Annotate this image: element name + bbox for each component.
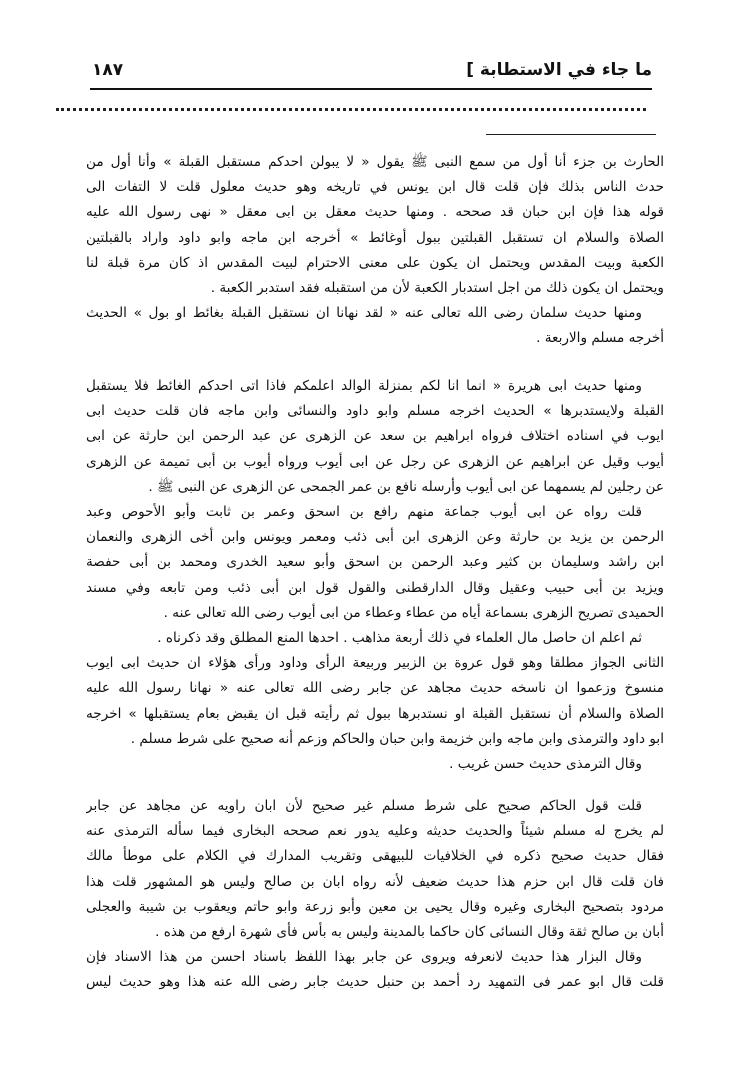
text-line: ابن راشد وسليمان بن كثير وعبد الرحمن بن اسحق وأبو سعيد الخدرى ومحمد بن أبى حفصة: [86, 554, 664, 571]
text-line: فقال حديث صحيح ذكره في الخلافيات للبيهقى وتقريب المدارك في الكلام على موطأ مالك: [86, 848, 664, 865]
text-line: حدث الناس بذلك فإن قلت قال ابن يونس في تاريخه وهو حديث معلول قلت لا التفات الى: [86, 179, 664, 196]
text-line: أخرجه مسلم والاربعة .: [536, 330, 664, 347]
text-line: الثانى الجواز مطلقا وهو قول عروة بن الزبير وربيعة الرأى وداود ورأى هؤلاء ان حديث ابى ايوب: [86, 655, 664, 672]
text-line: قلت قال ابو عمر فى التمهيد رد أحمد بن حنبل حديث جابر رضى الله عنه هذا وهو حديث ليس: [86, 974, 664, 991]
running-header-title: ما جاء في الاستطابة ]: [466, 60, 652, 80]
text-line: وقال البزار هذا حديث لانعرفه ويروى عن جابر بهذا اللفظ باسناد احسن من هذا الاسناد فإن: [86, 949, 642, 966]
text-line: القبلة ولايستدبرها » الحديث اخرجه مسلم وابو داود والنسائى وابن ماجه فان قلت حديث ابى: [86, 403, 664, 420]
paragraph-block-3: [86, 794, 664, 996]
text-line: الحارث بن جزء أنا أول من سمع النبى ﷺ يقول « لا يبولن احدكم مستقبل القبلة » وأنا أول من: [86, 154, 664, 170]
paragraph-block-1: [86, 150, 664, 352]
header-rule: [90, 88, 652, 90]
text-line: وقال الترمذى حديث حسن غريب .: [449, 756, 642, 773]
text-line: أبان بن صالح ثقة وقال النسائى كان حاكما بالمدينة وليس به بأس فأى شهرة ارفع من هذه .: [155, 924, 664, 941]
text-line: مردود بتصحيح البخارى وغيره وقال يحيى بن معين وأبو زرعة وابو حاتم ويعقوب بن شيبة والعجلى: [86, 898, 664, 915]
text-line: الرحمن بن يزيد بن حارثة وعن الزهرى ابن أبى ذئب ومعمر ويونس وابن أخى الزهرى والنعمان: [86, 529, 664, 546]
text-line: ايوب في اسناده اختلاف فرواه ابراهيم بن سعد عن الزهرى عن عبد الرحمن ابن حارثة عن ابى: [86, 428, 664, 445]
text-line: قلت رواه عن ابى أيوب جماعة منهم رافع بن اسحق وعمر بن ثابت وأبو الأحوص وعبد: [86, 504, 642, 521]
text-line: ويحتمل ان يكون ذلك من اجل استدبار الكعبة لأن من استقبله فقد استدبر الكعبة .: [210, 280, 664, 297]
text-line: ومنها حديث ابى هريرة « انما انا لكم بمنزلة الوالد اعلمكم فاذا اتى احدكم الغائط فلا يستقبل: [86, 378, 642, 394]
text-line: الصلاة والسلام ان تستقبل القبلتين ببول أوغائط » أخرجه ابن ماجه وابو داود واراد بالقبلتين: [86, 229, 664, 246]
text-line: فان قلت قال ابن حزم هذا حديث ضعيف لأنه رواه ابان بن صالح وليس هو المشهور قلت هذا: [86, 873, 664, 890]
footnote-rule: [486, 134, 656, 135]
text-line: الكعبة وبيت المقدس ويحتمل ان يكون على معنى الاحترام لبيت المقدس اذ كان مرة قبلة لنا: [86, 254, 664, 271]
text-line: ابو داود والترمذى وابن ماجه وابن خزيمة وابن حبان والحاكم وزعم أنه صحيح على شرط مسلم .: [130, 730, 664, 747]
text-line: قوله هذا فإن ابن حبان قد صححه . ومنها حديث معقل بن ابى معقل « نهى رسول الله عليه: [86, 204, 664, 221]
text-line: قلت قول الحاكم صحيح على شرط مسلم غير صحيح لأن ابان راويه عن مجاهد عن جابر: [86, 798, 642, 814]
text-line: عن رجلين لم يسمهما عن ابى أيوب وأرسله نافع بن عمر الجمحى عن الزهرى عن النبى ﷺ .: [148, 478, 664, 495]
dotted-separator: [56, 108, 646, 111]
text-line: منسوخ وزعموا ان ناسخه حديث مجاهد عن جابر رضى الله تعالى عنه « نهانا رسول الله عليه: [86, 680, 664, 697]
text-line: لم يخرج له مسلم شيئاً والحديث حديثه وعليه يدور نعم صححه البخارى فيما سأله الترمذى عنه: [86, 823, 664, 840]
text-line: الصلاة والسلام أن نستقبل القبلة او نستدبرها ببول ثم رأيته قبل ان يقبض بعام يستقبلها » اخرجه: [86, 705, 664, 722]
text-line: أيوب وقيل عن ابراهيم عن الزهرى عن رجل عن ابى أيوب ورواه أيوب بن أبى تميمة عن الزهرى: [86, 453, 664, 470]
text-line: ومنها حديث سلمان رضى الله تعالى عنه « لقد نهانا ان نستقبل القبلة بغائط او بول » الحديث: [86, 305, 642, 322]
page-number: ١٨٧: [92, 60, 124, 80]
text-line: الحميدى تصريح الزهرى بسماعة أياه من عطاء وعطاء من ابى أيوب رضى الله تعالى عنه .: [163, 604, 664, 621]
paragraph-block-2: [86, 374, 664, 777]
text-line: ثم اعلم ان حاصل مال العلماء في ذلك أربعة مذاهب . احدها المنع المطلق وقد ذكرناه .: [157, 630, 642, 647]
text-line: ويزيد بن أبى حبيب وعقيل وقال الدارقطنى والقول قول ابن أبى ذئب ومن تابعه وفي مسند: [86, 579, 664, 596]
